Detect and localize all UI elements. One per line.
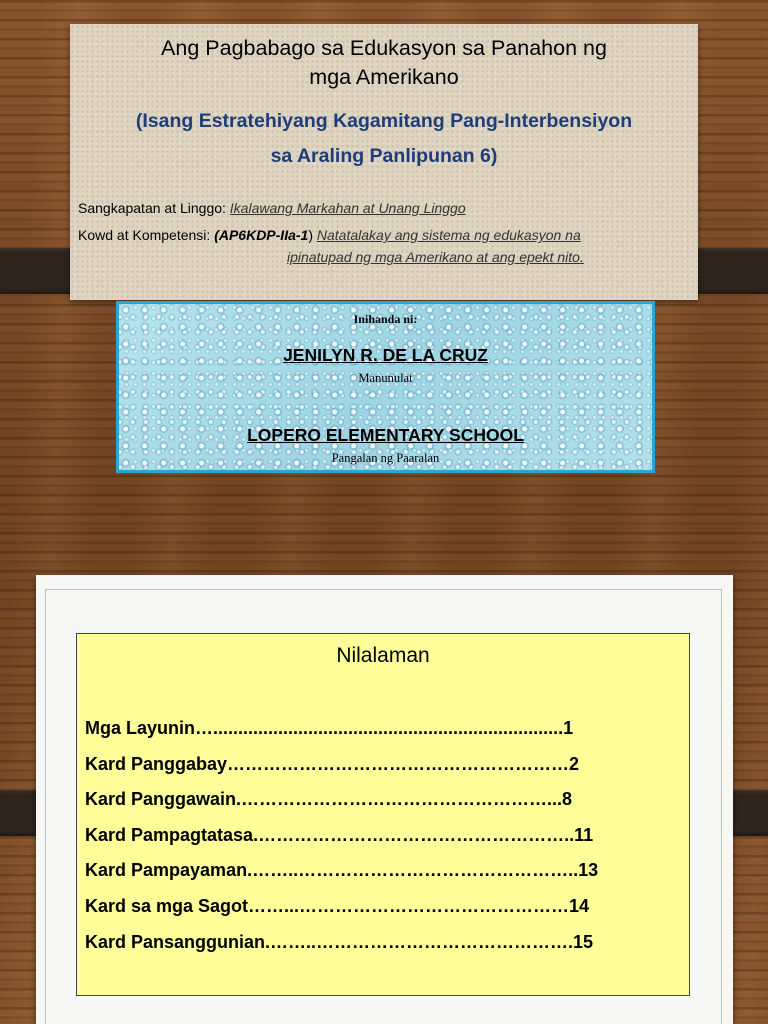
school-caption: Pangalan ng Paaralan bbox=[331, 451, 440, 465]
toc-title: Nilalaman bbox=[336, 644, 430, 667]
contents-page bbox=[36, 575, 733, 1024]
kowd-value-line2: ipinatupad ng mga Amerikano at ang epekt nito. bbox=[287, 249, 584, 265]
sangkapatan-separator: : bbox=[222, 200, 230, 216]
author-role: Manunulat bbox=[358, 371, 413, 385]
toc-item-kard-panggawain: Kard Panggawain.……………………………………………...8 bbox=[85, 789, 573, 810]
title-card bbox=[70, 24, 698, 300]
strap-left-top bbox=[0, 248, 72, 294]
kowd-paren: ) bbox=[308, 227, 313, 243]
sangkapatan-line bbox=[78, 200, 466, 216]
sangkapatan-label: Sangkapatan at Linggo bbox=[78, 200, 223, 216]
kowd-label: Kowd at Kompetensi: bbox=[78, 227, 215, 243]
toc-item-kard-sa-mga-sagot: Kard sa mga Sagot……...………………………………………14 bbox=[85, 895, 590, 916]
toc-item-mga-layunin: Mga Layunin…......................................................................1 bbox=[85, 718, 574, 738]
main-title-line1: Ang Pagbabago sa Edukasyon sa Panahon ng bbox=[161, 36, 607, 60]
sangkapatan-value: Ikalawang Markahan at Unang Linggo bbox=[229, 200, 466, 216]
kowd-code: (AP6KDP-IIa-1 bbox=[214, 227, 309, 243]
toc-item-kard-pansanggunian: Kard Pansanggunian.……..…………………………………….15 bbox=[85, 931, 594, 952]
kowd-line bbox=[78, 227, 581, 243]
main-title-line2: mga Amerikano bbox=[309, 65, 459, 89]
kowd-value-line1: Natatalakay ang sistema ng edukasyon na bbox=[316, 227, 581, 243]
subtitle-line1: (Isang Estratehiyang Kagamitang Pang-Interbensiyon bbox=[135, 110, 633, 132]
toc-item-kard-pampayaman: Kard Pampayaman.……..………………………………………..13 bbox=[85, 860, 599, 881]
toc-item-kard-panggabay: Kard Panggabay…………………………………………………2 bbox=[85, 753, 580, 774]
author-name: JENILYN R. DE LA CRUZ bbox=[283, 345, 488, 365]
school-name: LOPERO ELEMENTARY SCHOOL bbox=[247, 425, 524, 445]
author-box bbox=[116, 301, 655, 473]
main-title bbox=[70, 34, 698, 92]
prepared-by-label: Inihanda ni: bbox=[353, 312, 418, 326]
table-of-contents bbox=[76, 633, 690, 996]
strap-right-top bbox=[698, 248, 768, 294]
subtitle bbox=[70, 104, 698, 174]
toc-item-kard-pampagtatasa: Kard Pampagtatasa.……………………………………………..11 bbox=[85, 824, 594, 845]
toc-list bbox=[85, 718, 681, 967]
subtitle-line2: sa Araling Panlipunan 6) bbox=[270, 145, 498, 167]
